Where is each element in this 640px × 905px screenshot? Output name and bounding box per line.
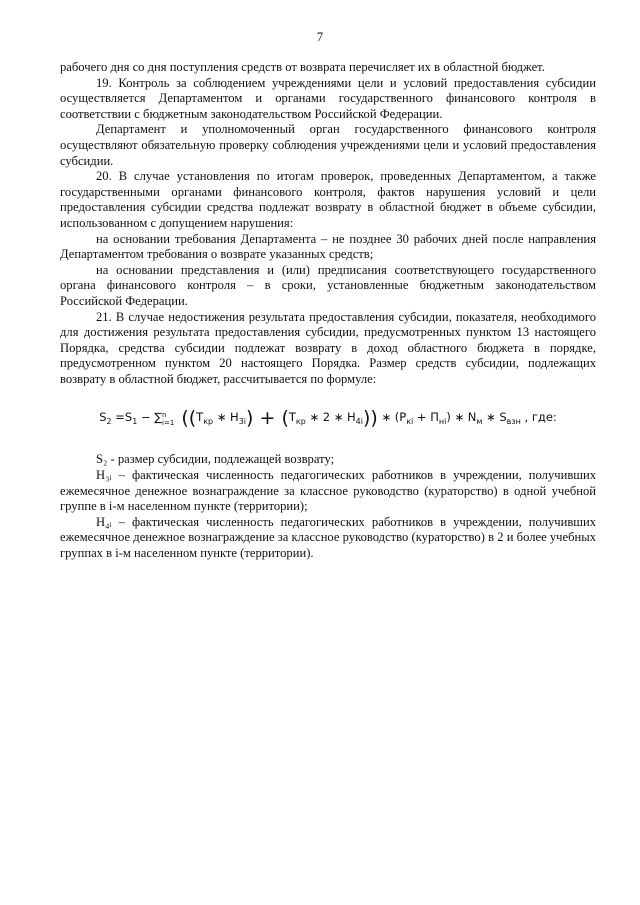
paragraph-20: 20. В случае установления по итогам проверок, проведенных Департаментом, а также государственными органами финансового контроля, фактов нарушения условий и цели предоставления субсидии средства подлежат возврату в областной бюджет в объеме субсидии, использованном с допущением нарушения: [60, 169, 596, 230]
return-formula: $S_2 =S_1 - \sum n$ i=1 (($Т_{кр}$ ∗ $Н_{3i}) + (Т_{кр}$ ∗ 2 ∗ $Н_{4i}$)) ∗ $(Р_{кi} + П_{нi})$ ∗ $N_м$ ∗ $S_{взн}$ , где: [99, 407, 557, 430]
paragraph-requirement: на основании требования Департамента – не позднее 30 рабочих дней после направления Департаментом требования о возврате указанных средств; [60, 231, 596, 262]
page-number: 7 [316, 30, 324, 44]
paragraph-continuation: рабочего дня со дня поступления средств от возврата перечисляет их в областной бюджет. [60, 60, 545, 74]
paragraph-21: 21. В случае недостижения результата предоставления субсидии, показателя, необходимого для достижения результата предоставления субсидии, предусмотренных пунктом 13 настоящего Порядка, средства субсидии подлежат возврату в доход областного бюджета в порядке, предусмотренном пунктом 20 настоящего Порядка. Размер средств субсидии, подлежащих возврату в областной бюджет, рассчитывается по формуле: [60, 309, 596, 386]
definition-h4: Н₄ᵢ – фактическая численность педагогических работников в учреждении, получивших ежемесячное денежное вознаграждение за классное руководство (кураторство) в 2 и более учебных группах в i-м населенном пункте (территории). [60, 514, 596, 561]
definition-s2: S₂ - размер субсидии, подлежащей возврату; [96, 452, 335, 467]
definition-h3: Н₃ᵢ – фактическая численность педагогических работников в учреждении, получивших ежемесячное денежное вознаграждение за классное руководство (кураторство) в одной учебной группе в i-м населенном пункте (территории); [60, 468, 596, 514]
paragraph-inspection: Департамент и уполномоченный орган государственного финансового контроля осуществляют обязательную проверку соблюдения учреждениями цели и условий предоставления субсидии. [60, 122, 596, 168]
paragraph-19: 19. Контроль за соблюдением учреждениями цели и условий предоставления субсидии осуществляется Департаментом и органами государственного финансового контроля в соответствии с бюджетным законодательством Российской Федерации. [60, 75, 596, 121]
paragraph-representation: на основании представления и (или) предписания соответствующего государственного органа финансового контроля – в сроки, установленные бюджетным законодательством Российской Федерации. [60, 262, 596, 308]
document-body [60, 60, 596, 562]
